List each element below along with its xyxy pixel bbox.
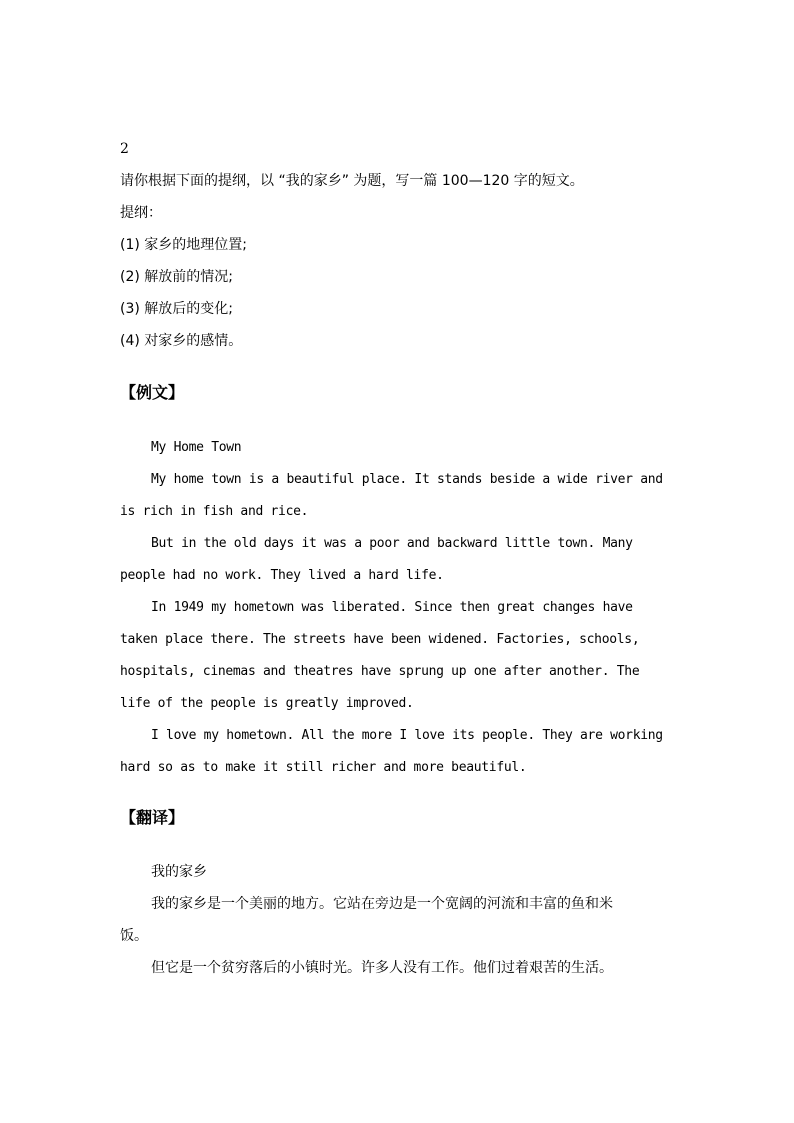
sample-line: is rich in fish and rice. bbox=[120, 504, 309, 519]
sample-line: people had no work. They lived a hard life. bbox=[120, 568, 444, 583]
translation-title: 我的家乡 bbox=[151, 864, 207, 880]
outline-label: 提纲： bbox=[120, 205, 162, 221]
outline-item: (1) 家乡的地理位置; bbox=[120, 237, 247, 253]
question-number: 2 bbox=[120, 141, 129, 157]
sample-line: hard so as to make it still richer and more beautiful. bbox=[120, 760, 527, 775]
translation-line: 饭。 bbox=[120, 928, 148, 944]
translation-line: 但它是一个贫穷落后的小镇时光。许多人没有工作。他们过着艰苦的生活。 bbox=[151, 960, 613, 976]
sample-line: In 1949 my hometown was liberated. Since then great changes have bbox=[151, 600, 633, 615]
translation-line: 我的家乡是一个美丽的地方。它站在旁边是一个宽阔的河流和丰富的鱼和米 bbox=[151, 896, 613, 912]
outline-item: (3) 解放后的变化; bbox=[120, 301, 233, 317]
sample-line: taken place there. The streets have been widened. Factories, schools, bbox=[120, 632, 640, 647]
sample-heading: 【例文】 bbox=[120, 383, 185, 402]
translation-heading: 【翻译】 bbox=[120, 808, 185, 827]
sample-line: But in the old days it was a poor and backward little town. Many bbox=[151, 536, 633, 551]
sample-line: My home town is a beautiful place. It stands beside a wide river and bbox=[151, 472, 663, 487]
sample-title: My Home Town bbox=[151, 440, 242, 455]
outline-item: (2) 解放前的情况; bbox=[120, 269, 233, 285]
question-prompt: 请你根据下面的提纲，以 “我的家乡” 为题，写一篇 100—120 字的短文。 bbox=[120, 173, 584, 189]
outline-item: (4) 对家乡的感情。 bbox=[120, 333, 243, 349]
sample-line: life of the people is greatly improved. bbox=[120, 696, 414, 711]
sample-line: I love my hometown. All the more I love its people. They are working bbox=[151, 728, 663, 743]
sample-line: hospitals, cinemas and theatres have sprung up one after another. The bbox=[120, 664, 640, 679]
